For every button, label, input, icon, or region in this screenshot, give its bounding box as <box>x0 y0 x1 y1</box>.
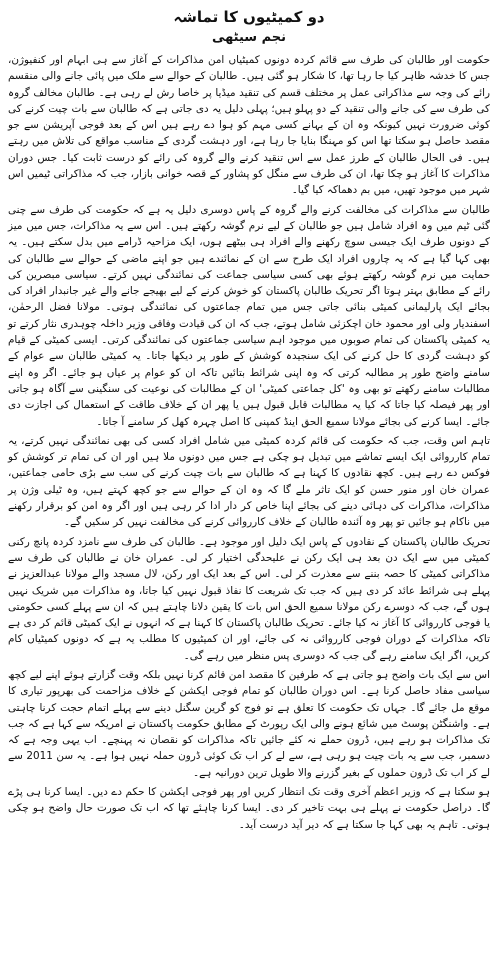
article-paragraph: تحریک طالبان پاکستان کے نقادوں کے پاس ایک دلیل اور موجود ہے۔ طالبان کی طرف سے نامزد کردہ پانچ رکنی کمیٹی میں سے ایک دن بعد ہی ایک رکن نے علیحدگی اختیار کر لی۔ عمران خان نے طالبان کی طرف سے مذاکراتی کمیٹی کا حصہ بننے سے معذرت کر لی۔ اس کے بعد ایک اور رکن، لال مسجد والے مولانا عبدالعزیز نے پہلے ہی شرائط عائد کر دی ہیں کہ جب تک شریعت کا نفاذ قبول نہیں کیا جاتا، وہ مذاکرات میں شریک نہیں ہوں گے، جب کہ دوسرے رکن مولانا سمیع الحق اس بات کا یقین دلانا چاہتے ہیں کہ ان سے پہلے کسی حکومتی یا فوجی کارروائی کا آغاز نہ کیا جائے۔ تحریک طالبان پاکستان کا کہنا ہے کہ انہوں نے ایک کمیٹی قائم کر دی ہے تاکہ مذاکرات کے دوران فوجی کارروائی نہ کی جائے، اور ان کمیٹیوں کا مطلب یہ ہے کہ دونوں کمیٹیاں کام کریں، اگر ایک سامنے رہے گی جب کہ دوسری پس منظر میں رہے گی۔ <box>8 535 490 662</box>
article-author: نجم سیٹھی <box>211 30 287 45</box>
article-paragraph: حکومت اور طالبان کی طرف سے قائم کردہ دونوں کمیٹیاں امن مذاکرات کے آغاز سے ہی ابہام اور کنفیوژن، جس کا خدشہ ظاہر کیا جا رہا تھا، کا شکار ہو گئی ہیں۔ طالبان کے حوالے سے ملک میں پائی جانے والی منقسم رائے کی وجہ سے مذاکراتی عمل پر مختلف قسم کی تنقید میڈیا پر خاصا رش لے رہی ہے۔ طالبان مخالف گروہ کی طرف سے کی جانے والی تنقید کے دو پہلو ہیں؛ پہلی دلیل یہ دی جاتی ہے کہ طالبان سے بات چیت کرنے کی کوئی ضرورت نہیں کیونکہ وہ ان کے بہانے کسی مہم کو ہوا دے رہے ہیں اس کے بعد فوجی آپریشن سے جو مقصد حاصل ہو سکتا تھا اس کو مہنگا بنایا جا رہا ہے، اور دہشت گردی کے مناسب مواقع کی تلاش میں رہتے ہیں۔ فی الحال طالبان کے طرز عمل سے اس تنقید کرنے والے گروہ کی رائے کو درست ثابت کیا۔ جس دوران مذاکرات کا آغاز ہو چکا تھا، ان کی طرف سے منگل کو پشاور کے قصہ خوانی بازار، جب کہ مذاکراتی ٹیمیں اس شہر میں موجود تھیں، میں بم دھماکہ کیا گیا۔ <box>8 54 490 197</box>
article-paragraph: اس سے ایک بات واضح ہو جاتی ہے کہ طرفین کا مقصد امن قائم کرنا نہیں بلکہ وقت گزارتے ہوئے اپنے لیے کچھ سیاسی مفاد حاصل کرنا ہے۔ اس دوران طالبان کو تمام فوجی ایکشن کے خلاف مزاحمت کی بھرپور تیاری کا موقع مل جائے گا۔ جہاں تک حکومت کا تعلق ہے تو فوج کو گرین سگنل دینے سے پہلے اتمام حجت کرنا چاہتی ہے۔ واشنگٹن پوسٹ میں شائع ہونے والی ایک رپورٹ کے مطابق حکومت پاکستان نے امریکہ سے کہا ہے کہ جب تک مذاکرات ہو رہے ہیں، ڈرون حملے نہ کئے جائیں تاکہ مذاکرات کو نقصان نہ پہنچے۔ اب یہی وجہ ہے کہ دسمبر، جب سے یہ بات چیت ہو رہی ہے، سے لے کر اب تک کوئی ڈرون حملہ نہیں ہوا ہے۔ یہ سن 2011 سے لے کر اب تک ڈرون حملوں کے بغیر گزرنے والا طویل ترین دورانیہ ہے۔ <box>8 668 490 779</box>
article-paragraph: ہو سکتا ہے کہ وزیر اعظم آخری وقت تک انتظار کریں اور پھر فوجی ایکشن کا حکم دے دیں۔ ایسا کرنا ہی پڑے گا۔ دراصل حکومت نے پہلے ہی بہت تاخیر کر دی۔ ایسا کرنا چاہئے تھا کہ اب تک صورت حال واضح ہو چکی ہوتی۔ تاہم یہ بھی کہا جا سکتا ہے کہ دیر آید درست آید۔ <box>8 786 490 831</box>
article-paragraph: طالبان سے مذاکرات کی مخالفت کرنے والے گروہ کے پاس دوسری دلیل یہ ہے کہ حکومت کی طرف سے چنی گئی ٹیم میں وہ افراد شامل ہیں جو طالبان کے لیے نرم گوشہ رکھتے ہیں۔ اس سے یہ مذاکرات، جس میں میز کے دونوں طرف ایک جیسی سوچ رکھنے والے افراد ہی بیٹھے ہوں، ایک مزاحیہ ڈرامے میں بدل سکتے ہیں۔ یہ بھی کہا گیا ہے کہ یہ چاروں افراد ایک طرح سے ان کے نمائندے ہیں جو اپنے ماضی کے حوالے سے طالبان کی حمایت میں نرم گوشہ رکھتے ہوئے بھی کسی سیاسی جماعت کی نمائندگی نہیں کرتے۔ سیاسی مبصرین کی رائے کے مطابق بہتر ہوتا اگر تحریک طالبان پاکستان کو خوش کرنے کے لیے بھیجے جانے والے غیر جانبدار افراد کی بجائے ایک پارلیمانی کمیٹی بنائی جاتی جس میں تمام جماعتوں کی نمائندگی ہوتی۔ مولانا فضل الرحمٰن، اسفندیار ولی اور محمود خان اچکزئی شامل ہوتے، جب کہ ان کی قیادت وفاقی وزیر داخلہ چوہدری نثار کرتے تو یہ کمیٹی پاکستان کی تمام صوبوں میں موجود اہم سیاسی جماعتوں کی نمائندگی کرتی۔ ایسی کمیٹی کے قیام کو دہشت گردی کا حل کرنے کی ایک سنجیدہ کوشش کے طور پر دیکھا جاتا۔ یہ کمیٹی طالبان سے عوام کے سامنے واضح طور پر مطالبہ کرتی کہ وہ اپنی شرائط بتائیں تاکہ ان کو عوام پر عیاں ہو جائے۔ اگر وہ اپنے مطالبات سامنے رکھتے تو بھی وہ 'کل جماعتی کمیٹی' ان کے مطالبات کی نوعیت کی سنگینی سے آگاہ ہو جاتی اور پھر فیصلہ کیا جاتا کہ کیا یہ مطالبات قابل قبول ہیں یا پھر ان کے خلاف طاقت کے استعمال کی اجازت دی جائے۔ ایسا کرنے کی بجائے مولانا سمیع الحق اینڈ کمپنی کا اصل چہرہ کھل کر سامنے آ جاتا۔ <box>8 203 490 428</box>
article-title: دو کمیٹیوں کا تماشہ <box>173 8 325 26</box>
article-body <box>8 52 490 833</box>
article-paragraph: تاہم اس وقت، جب کہ حکومت کی قائم کردہ کمیٹی میں شامل افراد کسی کی بھی نمائندگی نہیں کرتے، یہ تمام کارروائی ایک ایسے تماشے میں تبدیل ہو چکی ہے جس میں دونوں ملا ہیں اور ان کی تمام تر کوشش کو فوکس دے رہے ہیں۔ کچھ نقادوں کا کہنا ہے کہ طالبان سے بات چیت کرنے کی سب سے بڑی حامی جماعتیں، عمران خان اور منور حسن کو ایک تاثر ملے گا کہ وہ ان کے حوالے سے جو کچھ کہتے ہیں، وہ ٹیلی وژن پر مذاکرات، مذاکرات کی دہائی دینے کی بجائے اپنا خاص کر دار ادا کر رہی ہیں اور اگر وہ امن کو برقرار رکھنے میں ناکام ہو جائیں تو پھر وہ آئندہ طالبان کے خلاف کارروائی کرنے کی مخالفت نہیں کر سکیں گے۔ <box>8 434 490 529</box>
